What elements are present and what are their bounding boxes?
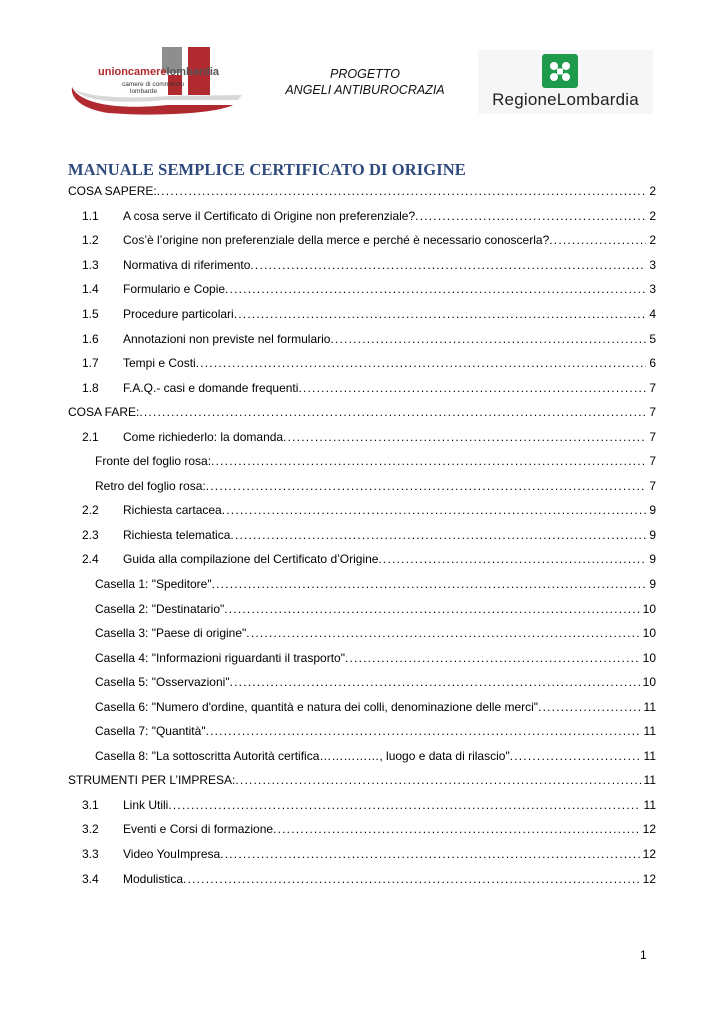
page-number: 1: [640, 948, 647, 962]
toc-entry[interactable]: [68, 768, 656, 793]
toc-leader-dots: [250, 258, 646, 272]
toc-leader-dots: [415, 209, 646, 223]
toc-entry[interactable]: [68, 424, 656, 449]
toc-entry[interactable]: [68, 817, 656, 842]
toc-entry-number: 1.1: [82, 208, 99, 223]
toc-entry-page: 12: [642, 871, 656, 886]
project-label: [270, 66, 460, 98]
toc-entry-title: Richiesta telematica: [123, 527, 231, 542]
toc-entry-number: 2.1: [82, 429, 99, 444]
toc-entry-page: 12: [642, 822, 656, 837]
toc-leader-dots: [206, 724, 641, 738]
toc-leader-dots: [168, 798, 640, 812]
toc-entry[interactable]: [68, 351, 656, 376]
toc-entry-page: 10: [642, 675, 656, 690]
toc-leader-dots: [196, 356, 647, 370]
page-header: [0, 0, 725, 130]
svg-text:unioncamerelombardia: unioncamerelombardia: [98, 66, 220, 78]
toc-entry-page: 10: [642, 626, 656, 641]
toc-entry[interactable]: [68, 842, 656, 867]
toc-entry[interactable]: [68, 670, 656, 695]
toc-entry-title: Fronte del foglio rosa:: [95, 454, 212, 469]
toc-entry-page: 11: [643, 724, 656, 739]
project-line2: ANGELI ANTIBUROCRAZIA: [285, 83, 445, 97]
toc-entry-title: Casella 1: "Speditore": [95, 577, 212, 592]
toc-entry-title: Video YouImpresa: [123, 847, 221, 862]
toc-leader-dots: [234, 307, 647, 321]
regione-lombardia-symbol-icon: [540, 54, 580, 88]
toc-entry[interactable]: [68, 645, 656, 670]
toc-entry-title: Link Utili: [123, 797, 169, 812]
toc-entry-page: 6: [649, 356, 656, 371]
toc-leader-dots: [212, 577, 647, 591]
toc-leader-dots: [246, 626, 639, 640]
toc-entry[interactable]: [68, 498, 656, 523]
toc-entry-number: 3.4: [82, 871, 99, 886]
toc-entry-page: 2: [649, 208, 656, 223]
document-title: MANUALE SEMPLICE CERTIFICATO DI ORIGINE: [68, 160, 466, 179]
toc-entry-page: 7: [649, 454, 656, 469]
toc-entry-page: 11: [643, 748, 656, 763]
toc-entry-page: 9: [649, 503, 656, 518]
toc-entry-number: 2.3: [82, 527, 99, 542]
toc-entry[interactable]: [68, 179, 656, 204]
toc-entry-title: Casella 7: "Quantità": [95, 724, 206, 739]
toc-entry[interactable]: [68, 302, 656, 327]
toc-entry-number: 2.2: [82, 503, 99, 518]
toc-entry-number: 1.4: [82, 282, 99, 297]
toc-entry[interactable]: [68, 596, 656, 621]
toc-leader-dots: [206, 479, 647, 493]
toc-entry[interactable]: [68, 375, 656, 400]
toc-entry-page: 4: [649, 307, 656, 321]
toc-leader-dots: [378, 552, 646, 566]
toc-entry[interactable]: [68, 326, 656, 351]
toc-entry-title: Come richiederlo: la domanda: [123, 429, 284, 444]
toc-entry-page: 11: [643, 699, 656, 714]
toc-leader-dots: [230, 528, 646, 542]
toc-entry-title: Cos’è l’origine non preferenziale della merce e perché è necessario conoscerla?: [123, 233, 550, 248]
toc-entry-title: Tempi e Costi: [123, 356, 196, 371]
toc-entry-title: Casella 8: "La sottoscritta Autorità certifica……………, luogo e data di rilascio": [95, 748, 510, 763]
toc-leader-dots: [224, 602, 639, 616]
toc-entry[interactable]: [68, 744, 656, 769]
toc-entry-title: Modulistica: [123, 871, 184, 886]
toc-entry-number: 1.6: [82, 331, 99, 346]
toc-entry-title: Formulario e Copie: [123, 282, 226, 297]
toc-entry[interactable]: [68, 253, 656, 278]
toc-leader-dots: [139, 405, 646, 419]
toc-entry-title: Retro del foglio rosa:: [95, 478, 206, 493]
logo-text-line1: camere di commercio: [122, 81, 185, 88]
project-line1: PROGETTO: [330, 67, 400, 81]
toc-entry-title: Casella 6: "Numero d'ordine, quantità e natura dei colli, denominazione delle merci": [95, 699, 539, 714]
toc-entry-title: Casella 4: "Informazioni riguardanti il trasporto": [95, 650, 345, 665]
logo-text-line2: lombarde: [130, 88, 158, 95]
toc-entry[interactable]: [68, 547, 656, 572]
toc-leader-dots: [298, 381, 646, 395]
toc-entry[interactable]: [68, 523, 656, 548]
toc-entry-page: 3: [649, 257, 656, 272]
toc-entry-page: 7: [649, 478, 656, 493]
toc-entry-page: 9: [649, 577, 656, 592]
toc-entry-title: Guida alla compilazione del Certificato d’Origine: [123, 552, 379, 567]
toc-entry-number: 1.7: [82, 356, 99, 371]
toc-entry-number: 1.3: [82, 257, 99, 272]
toc-entry[interactable]: [68, 474, 656, 499]
toc-entry[interactable]: [68, 277, 656, 302]
toc-entry-number: 1.8: [82, 380, 99, 395]
toc-entry-title: Eventi e Corsi di formazione: [123, 822, 274, 837]
toc-entry-title: A cosa serve il Certificato di Origine non preferenziale?: [123, 208, 416, 223]
toc-entry-page: 12: [642, 847, 656, 862]
toc-entry-page: 11: [643, 773, 656, 788]
toc-entry-title: COSA SAPERE:: [68, 184, 157, 199]
toc-entry-page: 7: [649, 429, 656, 444]
regione-lombardia-wordmark: RegioneLombardia: [492, 90, 639, 109]
toc-leader-dots: [549, 233, 646, 247]
toc-entry[interactable]: [68, 719, 656, 744]
toc-leader-dots: [510, 749, 641, 763]
toc-entry-title: Casella 5: "Osservazioni": [95, 675, 230, 690]
toc-entry-page: 2: [649, 184, 656, 199]
toc-entry-title: COSA FARE:: [68, 405, 140, 420]
toc-entry-number: 3.2: [82, 822, 99, 837]
toc-entry-title: Normativa di riferimento: [123, 257, 251, 272]
toc-entry-title: Casella 3: "Paese di origine": [95, 626, 247, 641]
toc-entry-page: 2: [649, 233, 656, 248]
toc-entry-page: 3: [649, 282, 656, 297]
toc-entry[interactable]: [68, 449, 656, 474]
toc-entry-page: 10: [642, 601, 656, 616]
toc-leader-dots: [538, 700, 640, 714]
toc-entry-title: STRUMENTI PER L’IMPRESA:: [68, 773, 236, 788]
toc-entry[interactable]: [68, 866, 656, 891]
toc-entry[interactable]: [68, 694, 656, 719]
toc-leader-dots: [183, 872, 640, 886]
toc-leader-dots: [157, 184, 647, 198]
toc-leader-dots: [330, 332, 646, 346]
toc-entry-page: 7: [649, 380, 656, 395]
toc-entry-number: 2.4: [82, 552, 99, 567]
toc-entry[interactable]: [68, 400, 656, 425]
regione-lombardia-logo: [478, 50, 653, 114]
toc-entry-number: 1.5: [82, 307, 99, 321]
toc-entry-page: 9: [649, 527, 656, 542]
toc-entry-page: 9: [649, 552, 656, 567]
toc-entry-number: 3.1: [82, 797, 99, 812]
toc-leader-dots: [211, 454, 646, 468]
toc-entry-title: Richiesta cartacea: [123, 503, 222, 518]
toc-leader-dots: [222, 503, 647, 517]
toc-entry-page: 5: [649, 331, 656, 346]
toc-entry-title: F.A.Q.- casi e domande frequenti: [123, 380, 299, 395]
toc-entry-title: Casella 2: "Destinatario": [95, 601, 225, 616]
toc-entry-number: 1.2: [82, 233, 99, 248]
toc-entry-page: 7: [649, 405, 656, 420]
toc-entry-page: 10: [642, 650, 656, 665]
toc-entry-title: Annotazioni non previste nel formulario: [123, 331, 331, 346]
toc-entry-number: 3.3: [82, 847, 99, 862]
unioncamere-logo: [68, 45, 248, 117]
toc-leader-dots: [235, 773, 640, 787]
toc-entry[interactable]: [68, 204, 656, 229]
toc-leader-dots: [220, 847, 639, 861]
toc-entry-title: Procedure particolari: [123, 307, 234, 321]
toc-entry[interactable]: [68, 621, 656, 646]
toc-leader-dots: [345, 651, 640, 665]
toc-entry[interactable]: [68, 793, 656, 818]
toc-leader-dots: [283, 430, 646, 444]
toc-entry-page: 11: [643, 797, 656, 812]
toc-leader-dots: [273, 822, 640, 836]
table-of-contents: [68, 179, 656, 891]
toc-entry[interactable]: [68, 228, 656, 253]
toc-leader-dots: [230, 675, 640, 689]
toc-entry[interactable]: [68, 572, 656, 597]
toc-leader-dots: [225, 282, 646, 296]
